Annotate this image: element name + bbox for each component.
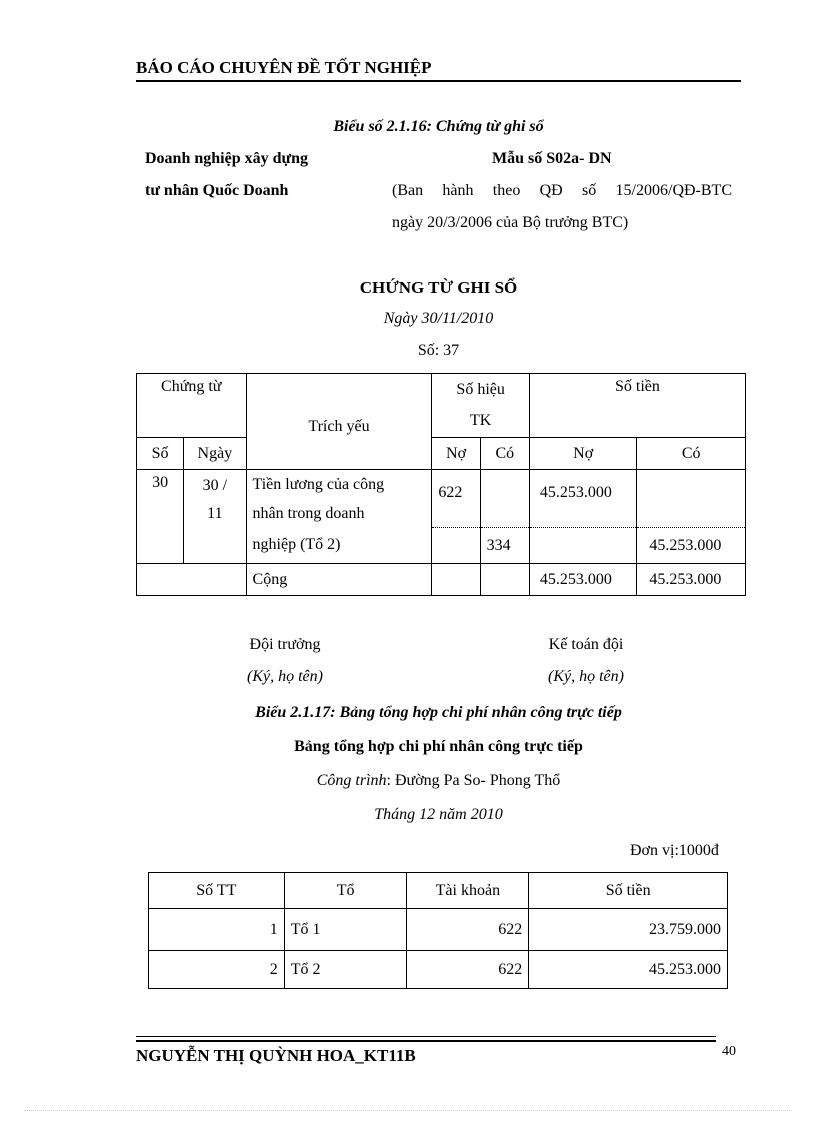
company-name-line2: tư nhân Quốc Doanh [145,182,289,199]
total-debit-account-empty [432,564,480,596]
company-name-line1: Doanh nghiệp xây dựng [145,150,308,167]
row-account: 622 [407,951,529,989]
summary-project [136,772,741,790]
project-value: : Đường Pa So- Phong Thổ [386,772,561,789]
col-amount: Số tiền [529,873,728,909]
row-amount: 45.253.000 [529,951,728,989]
page-edge [24,1110,792,1111]
col-stt: Số TT [149,873,285,909]
summary-title-text: Bảng tổng hợp chi phí nhân công trực tiếp [294,738,583,755]
total-empty [137,564,247,596]
header-account-line1: Số hiệu [432,374,529,406]
voucher-date: Ngày 30/11/2010 [383,310,494,327]
summary-unit: Đơn vị:1000đ [630,842,719,859]
footer-rule-bottom [136,1040,716,1042]
header-debit-account: Nợ [432,438,480,470]
sign-left-title: Đội trưởng [249,636,321,653]
table-row [149,909,728,951]
header-no: Số [137,438,184,470]
row-debit-account: 622 [432,470,480,528]
decree-line1: (Ban hành theo QĐ số 15/2006/QĐ-BTC [392,182,732,199]
row-desc-line1: Tiền lương của công [252,476,385,493]
form-number: Mẫu số S02a- DN [492,150,612,167]
row2-credit-amount: 45.253.000 [637,528,746,564]
header-credit-amount: Có [637,438,746,470]
row2-credit-account: 334 [480,528,529,564]
header-date: Ngày [184,438,246,470]
row-stt: 2 [149,951,285,989]
voucher-number: Số: 37 [417,342,460,359]
row-team: Tổ 2 [284,951,407,989]
row-debit-amount: 45.253.000 [529,470,637,528]
sign-left-note: (Ký, họ tên) [247,668,323,685]
col-account: Tài khoản [407,873,529,909]
row-account: 622 [407,909,529,951]
row2-debit-account-empty [432,528,480,564]
row-team: Tổ 1 [284,909,407,951]
total-credit: 45.253.000 [637,564,746,596]
voucher-table [136,373,746,596]
sign-right-title: Kế toán đội [548,636,624,653]
header-voucher: Chứng từ [137,374,247,438]
row-date-line1: 30 / [202,477,228,494]
voucher-caption: Biểu số 2.1.16: Chứng từ ghi sổ [333,118,544,135]
header-rule [136,80,741,82]
voucher-title: CHỨNG TỪ GHI SỔ [359,278,518,297]
footer-rule-top [136,1036,716,1037]
header-debit-amount: Nợ [529,438,637,470]
page-number: 40 [722,1044,736,1059]
sign-right-note: (Ký, họ tên) [548,668,624,685]
project-label: Công trình [316,772,387,789]
total-debit: 45.253.000 [529,564,637,596]
summary-caption: Biểu 2.1.17: Bảng tổng hợp chi phí nhân công trực tiếp [255,704,622,721]
row-amount: 23.759.000 [529,909,728,951]
summary-title [136,738,741,756]
row2-debit-amount-empty [529,528,637,564]
header-credit-account: Có [480,438,529,470]
row-voucher-date [184,470,246,564]
row-description [246,470,432,564]
summary-table [148,872,728,989]
decree-line2: ngày 20/3/2006 của Bộ trưởng BTC) [392,214,629,231]
total-credit-account-empty [480,564,529,596]
header-summary: Trích yếu [246,374,432,470]
summary-month: Tháng 12 năm 2010 [374,806,503,823]
header-amount: Số tiền [529,374,745,438]
header-account-line2: TK [432,406,529,438]
footer-author: NGUYỄN THỊ QUỲNH HOA_KT11B [136,1046,416,1065]
row-desc-line2: nhân trong doanh [252,505,365,522]
row-date-line2: 11 [207,505,223,522]
row-credit-amount-empty [637,470,746,528]
row-desc-line3: nghiệp (Tổ 2) [252,536,341,553]
row-voucher-no: 30 [137,470,184,564]
report-header-title: BÁO CÁO CHUYÊN ĐỀ TỐT NGHIỆP [136,58,432,77]
row-stt: 1 [149,909,285,951]
table-row [149,951,728,989]
col-team: Tổ [284,873,407,909]
row-credit-account-empty [480,470,529,528]
total-label: Cộng [246,564,432,596]
